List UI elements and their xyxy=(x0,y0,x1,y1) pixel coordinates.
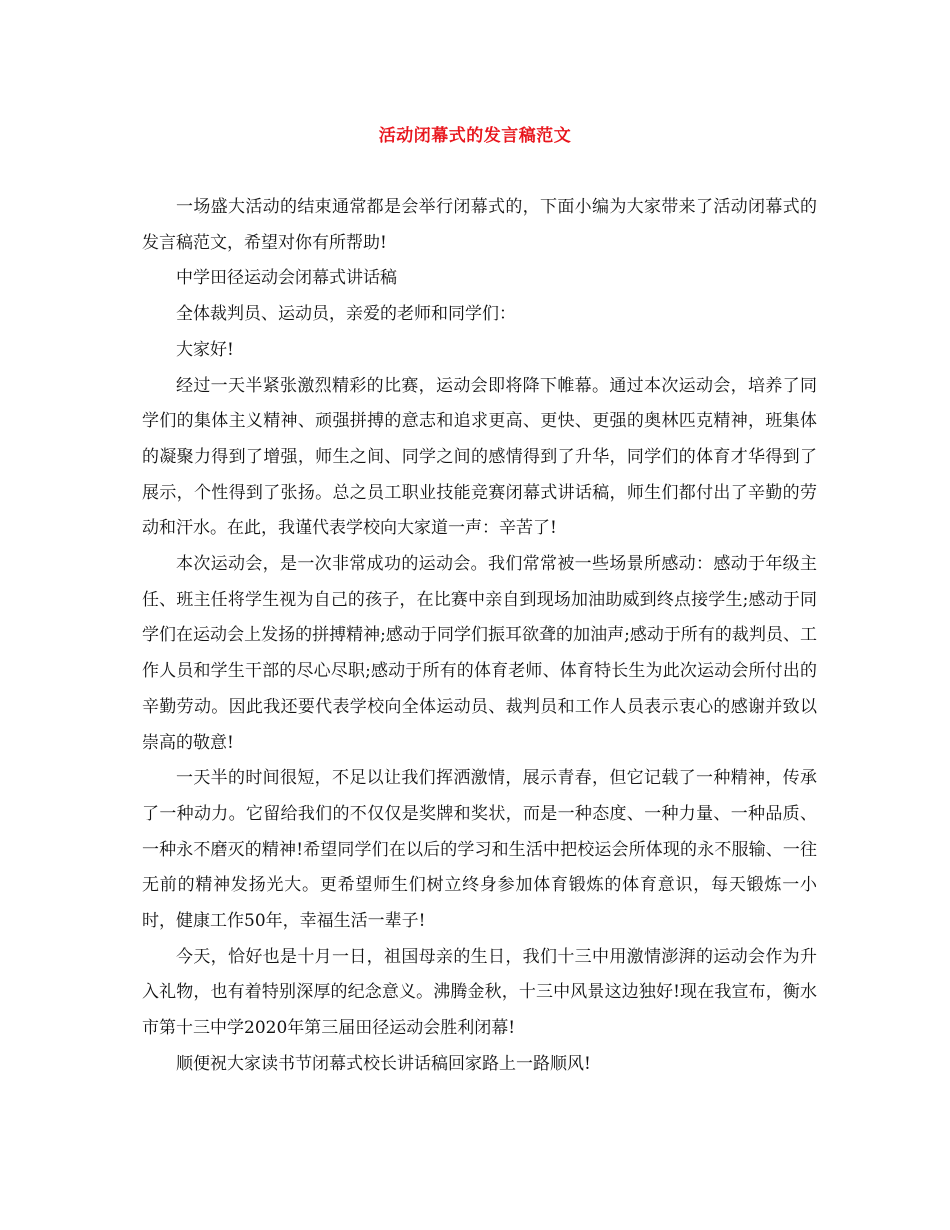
document-title: 活动闭幕式的发言稿范文 xyxy=(378,126,572,146)
paragraph-body-1: 经过一天半紧张激烈精彩的比赛，运动会即将降下帷幕。通过本次运动会，培养了同学们的集体主义精神、顽强拼搏的意志和追求更高、更快、更强的奥林匹克精神，班集体的凝聚力得到了增强，师生之间、同学之间的感情得到了升华，同学们的体育才华得到了展示，个性得到了张扬。总之员工职业技能竞赛闭幕式讲话稿，师生们都付出了辛勤的劳动和汗水。在此，我谨代表学校向大家道一声：辛苦了! xyxy=(142,375,817,539)
paragraph-subtitle: 中学田径运动会闭幕式讲话稿 xyxy=(176,268,397,289)
paragraph-greeting: 大家好! xyxy=(176,339,234,360)
paragraph-body-3: 一天半的时间很短，不足以让我们挥洒激情，展示青春，但它记载了一种精神，传承了一种动力。它留给我们的不仅仅是奖牌和奖状，而是一种态度、一种力量、一种品质、一种永不磨灭的精神!希望同学们在以后的学习和生活中把校运会所体现的永不服输、一往无前的精神发扬光大。更希望师生们树立终身参加体育锻炼的体育意识，每天锻炼一小时，健康工作50年，幸福生活一辈子! xyxy=(142,768,817,932)
paragraph-body-4: 今天，恰好也是十月一日，祖国母亲的生日，我们十三中用激情澎湃的运动会作为升入礼物，也有着特别深厚的纪念意义。沸腾金秋，十三中风景这边独好!现在我宣布，衡水市第十三中学2020年第三届田径运动会胜利闭幕! xyxy=(142,946,817,1039)
paragraph-closing: 顺便祝大家读书节闭幕式校长讲话稿回家路上一路顺风! xyxy=(176,1053,591,1074)
document-body xyxy=(142,190,817,1083)
paragraph-salutation: 全体裁判员、运动员，亲爱的老师和同学们： xyxy=(176,304,516,325)
paragraph-intro: 一场盛大活动的结束通常都是会举行闭幕式的，下面小编为大家带来了活动闭幕式的发言稿范文，希望对你有所帮助! xyxy=(142,197,817,253)
paragraph-body-2: 本次运动会，是一次非常成功的运动会。我们常常被一些场景所感动：感动于年级主任、班主任将学生视为自己的孩子，在比赛中亲自到现场加油助威到终点接学生;感动于同学们在运动会上发扬的拼搏精神;感动于同学们振耳欲聋的加油声;感动于所有的裁判员、工作人员和学生干部的尽心尽职;感动于所有的体育老师、体育特长生为此次运动会所付出的辛勤劳动。因此我还要代表学校向全体运动员、裁判员和工作人员表示衷心的感谢并致以崇高的敬意! xyxy=(142,554,817,753)
